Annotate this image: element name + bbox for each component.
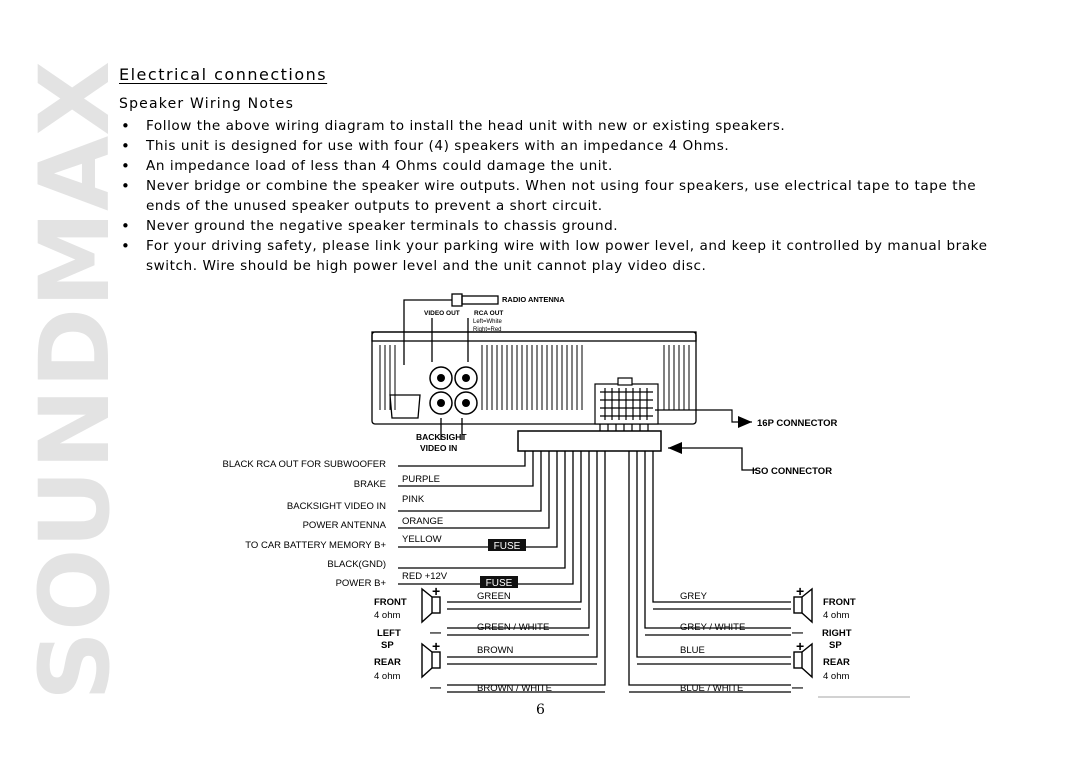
- rca-out-label: RCA OUT: [474, 310, 504, 317]
- right-rear-label: REAR: [823, 657, 850, 668]
- antenna-plug: [452, 294, 462, 306]
- left-front-label: FRONT: [374, 597, 407, 608]
- rca-leads: [432, 318, 468, 362]
- left-side-label: LEFT: [377, 628, 401, 639]
- section-subtitle: Speaker Wiring Notes: [119, 96, 295, 112]
- list-item: • Never bridge or combine the speaker wire outputs. When not using four speakers, use electrical tape to tape the ends of the unused speaker outputs to prevent a short circuit.: [119, 176, 989, 216]
- plus-sign: +: [432, 583, 441, 599]
- antenna-plug-body: [462, 296, 498, 304]
- list-item: • Follow the above wiring diagram to install the head unit with new or existing speakers.: [119, 116, 989, 136]
- radio-antenna-label: RADIO ANTENNA: [502, 295, 565, 304]
- minus-sign: —: [792, 682, 803, 694]
- arrow-iso: [668, 442, 682, 454]
- function-label: BRAKE: [353, 479, 386, 490]
- wire-label-blue: BLUE: [680, 645, 705, 656]
- function-label: BLACK RCA OUT FOR SUBWOOFER: [222, 459, 386, 470]
- list-item: • An impedance load of less than 4 Ohms could damage the unit.: [119, 156, 989, 176]
- function-label: TO CAR BATTERY MEMORY B+: [245, 540, 386, 551]
- right-side-sp: SP: [829, 640, 842, 651]
- connector-16p-label: 16P CONNECTOR: [757, 418, 838, 429]
- arrow-16p: [738, 416, 752, 428]
- plus-sign: +: [796, 638, 805, 654]
- list-item: • For your driving safety, please link your parking wire with low power level, and keep it controlled by manual brake switch. Wire should be high power level and the unit cannot play video disc.: [119, 236, 989, 276]
- plus-sign: +: [432, 638, 441, 654]
- left-speaker-wires: [447, 451, 605, 692]
- page-title: Electrical connections: [119, 65, 328, 84]
- page-number: 6: [536, 702, 545, 718]
- right-front-ohm: 4 ohm: [823, 610, 850, 621]
- right-speaker-wires: [629, 451, 791, 692]
- rca-jacks: [430, 367, 477, 414]
- function-label: BACKSIGHT VIDEO IN: [286, 501, 386, 512]
- function-label: POWER B+: [335, 578, 386, 589]
- minus-sign: —: [430, 627, 441, 639]
- rca-right-label: Right=Red: [473, 327, 502, 333]
- plus-sign: +: [796, 583, 805, 599]
- backsight-label-line1: BACKSIGHT: [416, 432, 467, 442]
- function-label: BLACK(GND): [327, 559, 386, 570]
- iso-connector-label: ISO CONNECTOR: [752, 466, 833, 477]
- right-front-label: FRONT: [823, 597, 856, 608]
- wire-label-green-white: GREEN / WHITE: [477, 622, 550, 633]
- wire-color-label: YELLOW: [402, 534, 442, 545]
- wire-label-green: GREEN: [477, 591, 511, 602]
- brand-logo-text: SOUNDMAX: [19, 68, 131, 701]
- rca-left-label: Left=White: [473, 319, 502, 325]
- wire-color-label: PINK: [402, 494, 425, 505]
- fuse-label: FUSE: [493, 541, 521, 552]
- video-out-label: VIDEO OUT: [424, 310, 460, 317]
- wire-label-brown-white: BROWN / WHITE: [477, 683, 552, 694]
- wire-label-brown: BROWN: [477, 645, 514, 656]
- wire-label-blue-white: BLUE / WHITE: [680, 683, 744, 694]
- fuse-label: FUSE: [485, 578, 513, 589]
- right-side-label: RIGHT: [822, 628, 852, 639]
- list-item: • This unit is designed for use with four (4) speakers with an impedance 4 Ohms.: [119, 136, 989, 156]
- left-front-ohm: 4 ohm: [374, 610, 401, 621]
- minus-sign: —: [430, 682, 441, 694]
- list-item: • Never ground the negative speaker terminals to chassis ground.: [119, 216, 989, 236]
- function-label: POWER ANTENNA: [302, 520, 386, 531]
- left-rear-label: REAR: [374, 657, 401, 668]
- wire-color-label: PURPLE: [402, 474, 441, 485]
- minus-sign: —: [792, 627, 803, 639]
- left-rear-ohm: 4 ohm: [374, 671, 401, 682]
- left-side-sp: SP: [381, 640, 394, 651]
- backsight-label-line2: VIDEO IN: [420, 443, 458, 453]
- wire-color-label: ORANGE: [402, 516, 444, 527]
- right-rear-ohm: 4 ohm: [823, 671, 850, 682]
- iso-connector: [518, 431, 661, 451]
- wire-label-grey: GREY: [680, 591, 707, 602]
- wire-label-grey-white: GREY / WHITE: [680, 622, 746, 633]
- head-unit-top-edge: [372, 332, 696, 341]
- wire-color-label: RED +12V: [402, 571, 448, 582]
